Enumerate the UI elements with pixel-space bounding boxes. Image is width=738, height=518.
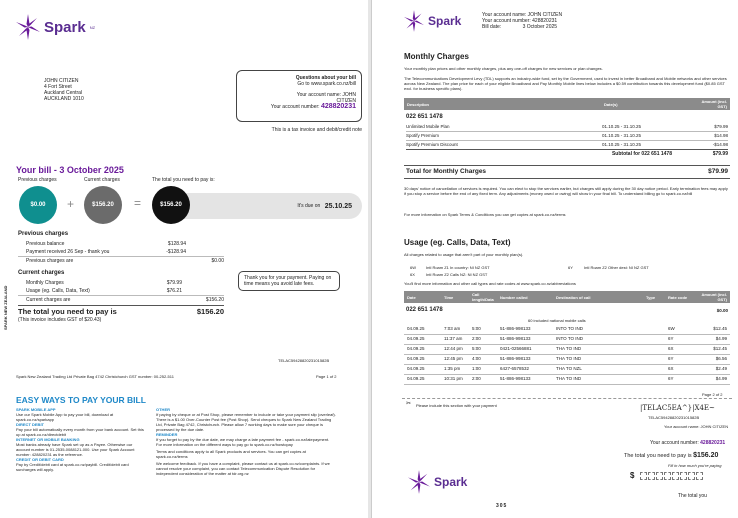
cell-description: Spotify Premium Discount: [406, 142, 458, 147]
current-heading: Current charges: [18, 270, 65, 276]
code: 6X: [410, 272, 415, 277]
rate-code: [410, 272, 487, 277]
monthly-row: [406, 124, 728, 129]
cell-time: 7:03 am: [444, 326, 461, 331]
row-value: $156.20: [205, 297, 224, 303]
ways-text: Use our Spark Mobile App to pay your bill, download at spark.co.nz/sparkapp: [16, 412, 114, 422]
divider: [404, 344, 730, 345]
cell-amount: $2.49: [715, 366, 727, 371]
slip-spark-logo: [408, 470, 467, 494]
ways-col-2: [156, 407, 336, 476]
address-line: JOHN CITIZEN: [44, 78, 79, 84]
bill-page-1: [0, 0, 368, 518]
previous-charges-circle: [19, 186, 57, 224]
cell-date: 04.09.25: [407, 366, 425, 371]
usage-number-row: [406, 307, 728, 314]
gst-note: (This invoice includes GST of $20.43): [18, 317, 102, 323]
col-header: Amount (incl. GST): [701, 292, 727, 302]
current-charges-circle: [84, 186, 122, 224]
code-desc: Intl Roam Z2 Calls NZ: NI NZ GST: [426, 272, 488, 277]
digit-box[interactable]: [640, 472, 647, 480]
equals-sign: =: [134, 196, 142, 210]
ways-to-pay-title: EASY WAYS TO PAY YOUR BILL: [16, 395, 146, 405]
cell-destination: THA TO IND: [556, 346, 582, 351]
row-value: $76.21: [166, 288, 182, 294]
usage-row: [404, 326, 730, 331]
current-charges-value: $156.20: [92, 202, 114, 208]
col-header: Amount (incl. GST): [701, 99, 727, 109]
usage-intro: All charges related to usage that aren't part of your monthly plan(s).: [404, 252, 524, 257]
account-number-label: Your account number:: [482, 18, 531, 24]
monthly-total-value: $79.99: [708, 168, 728, 175]
brand-name: Spark: [44, 18, 86, 36]
cancellation-notice: 30 days' notice of cancellation of services is required. You can elect to stop the services earlier, but charges still apply during the 30 day notice period. Early termination fees may apply if you stop a service before the end of any fixed term. Any adjustments (money owed or owing) will show in your final bill. To understand billing go to spark.co.nz/bill: [404, 186, 728, 196]
slip-total-label: The total you need to pay is: [624, 453, 692, 459]
divider: [18, 305, 224, 306]
questions-box: [236, 70, 362, 122]
cell-date: 04.09.25: [407, 346, 425, 351]
divider: [404, 354, 730, 355]
footer-company: Spark New Zealand Trading Ltd Private Bag 4742 Christchurch GST number: 00-252-511: [16, 374, 174, 379]
digit-box[interactable]: [688, 472, 695, 480]
ways-heading: SPARK MOBILE APP: [16, 407, 56, 412]
rate-code: [568, 265, 649, 270]
cell-length: 5:00: [472, 326, 481, 331]
dollar-sign: $: [630, 471, 635, 480]
row-value: $79.99: [166, 280, 182, 286]
slip-account-name: Your account name: JOHN CITIZEN: [664, 424, 729, 429]
account-number-label: Your account number:: [270, 104, 320, 110]
cell-amount: $14.98: [714, 133, 728, 138]
number-total: $0.00: [716, 308, 728, 313]
col-header: Destination of call: [556, 294, 591, 300]
divider: [406, 131, 728, 132]
cell-description: Spotify Premium: [406, 133, 440, 138]
previous-total-row: [26, 258, 224, 264]
cell-amount: -$14.98: [712, 142, 728, 147]
slip-account-number: [650, 440, 725, 446]
bill-date: 3 October 2025: [522, 24, 558, 30]
usage-row: [404, 346, 730, 351]
cell-destination: THA TO NZL: [556, 366, 582, 371]
cell-time: 12:44 pm: [444, 346, 463, 351]
spark-star-icon: [408, 470, 430, 494]
spark-logo: [404, 10, 461, 32]
cell-date: 04.09.25: [407, 356, 425, 361]
cell-rate: 6Y: [668, 336, 674, 341]
row-label: Previous charges are: [26, 258, 74, 264]
ways-text: Terms and conditions apply to all Spark products and services. You can get copies at spark.co.nz/terms: [156, 449, 306, 459]
ways-text: We welcome feedback. If you have a complaint, please contact us at spark.co.nz/complaints. If we cannot resolve your complaint, you can contact Telecommunication Dispute Resolution for independent consideration of the matter at tdr.org.nz: [156, 461, 330, 476]
cell-dates: 01.10.25 - 31.10.25: [602, 124, 642, 129]
slip-total-value: $156.20: [693, 452, 719, 459]
ways-text: Pay your bill automatically every month from your bank account. Set this up at spark.co.nz/directdebit: [16, 427, 144, 437]
previous-heading: Previous charges: [18, 231, 69, 237]
digit-box[interactable]: [680, 472, 687, 480]
divider: [404, 178, 730, 179]
row-label: Previous balance: [26, 241, 65, 247]
cell-number: 51-886-998133: [500, 356, 531, 361]
usage-table-header: [404, 291, 730, 303]
cell-amount: $4.99: [715, 336, 727, 341]
abbrev-note: You'll find more information and other call types and rate codes at www.spark.co.nz/abbreviations: [404, 281, 576, 286]
ways-heading: DIRECT DEBIT: [16, 422, 44, 427]
tdl-note: The Telecommunications Development Levy (TDL) supports an industry-wide fund, set by the Government, used to invest in better Broadband and Mobile networks and other services across New Zealand. The plan price for each of your eligible Broadband and Pay Monthly Mobile lines below includes a $0.59 contribution towards this development fund ($0.85 GST excl. for business specific plans).: [404, 76, 727, 91]
cell-amount: $6.56: [715, 356, 727, 361]
address-line: 4 Fort Street: [44, 84, 72, 90]
row-label: Current charges are: [26, 297, 71, 303]
questions-link[interactable]: Go to www.spark.co.nz/bill: [297, 81, 356, 87]
monthly-intro: Your monthly plan prices and other monthly charges, plus any one-off charges for new services or plan changes.: [404, 66, 603, 71]
total-pay-label: The total you need to pay is: [18, 307, 117, 316]
divider: [18, 295, 224, 296]
cell-number: 51-886-998133: [500, 336, 531, 341]
bill-date-label: Bill date:: [482, 24, 502, 30]
digit-box[interactable]: [648, 472, 655, 480]
ways-heading: REMINDER: [156, 432, 178, 437]
cell-number: 6427-6578532: [500, 366, 530, 371]
account-number: 428820231: [320, 103, 356, 110]
account-number: 428820231: [700, 440, 726, 446]
ways-heading: OTHER: [156, 407, 170, 412]
cell-rate: 6Y: [668, 356, 674, 361]
total-pay-row: [18, 307, 224, 316]
code-desc: Intl Roam Z2 Other dest: NI NZ GST: [584, 265, 649, 270]
current-row: [26, 288, 182, 294]
header-account-info: [482, 12, 562, 30]
barcode-text: |TELAC5EA^}|X4E~: [640, 404, 715, 412]
cell-description: Unlimited Mobile Plan: [406, 124, 450, 129]
divider: [406, 140, 728, 141]
divider: [404, 374, 730, 375]
phone-number: 022 651 1478: [406, 307, 443, 313]
usage-row: [404, 366, 730, 371]
cell-time: 12:45 pm: [444, 356, 463, 361]
divider: [404, 165, 730, 166]
col-header: Time: [444, 294, 454, 300]
include-note: Please include this section with your payment: [416, 403, 497, 408]
col-header: Rate code: [668, 294, 688, 300]
account-name-cont: CITIZEN: [336, 98, 356, 104]
cell-destination: INTO TO IND: [556, 336, 584, 341]
current-total-row: [26, 297, 224, 303]
total-pay-value: $156.20: [196, 307, 224, 316]
account-name: Your account name: JOHN CITIZEN: [482, 12, 563, 18]
scissors-icon: ✂: [406, 401, 412, 407]
subtotal-label: Subtotal for 022 651 1478: [611, 151, 672, 157]
ways-col-1: [16, 407, 146, 472]
rate-code: [410, 265, 490, 270]
monthly-total-label: Total for Monthly Charges: [406, 168, 487, 175]
cell-date: 04.09.25: [407, 336, 425, 341]
slip-total-you: The total you: [678, 493, 707, 499]
row-value: -$128.94: [166, 249, 186, 255]
usage-title: Usage (eg. Calls, Data, Text): [404, 238, 511, 247]
divider: [404, 384, 730, 385]
cell-destination: THA TO IND: [556, 356, 582, 361]
code: 6W: [410, 265, 416, 270]
digit-box[interactable]: [672, 472, 679, 480]
row-value: $0.00: [211, 258, 224, 264]
bill-page-2: [371, 0, 738, 518]
brand-name: Spark: [434, 475, 468, 489]
included-calls: 60 included national mobile calls: [528, 318, 586, 323]
spark-star-icon: [404, 10, 424, 32]
divider: [404, 364, 730, 365]
due-text: It's due on: [297, 203, 321, 209]
account-name: Your account name: JOHN: [296, 92, 356, 98]
cell-dates: 01.10.25 - 31.10.25: [602, 142, 642, 147]
monthly-row: [406, 142, 728, 147]
usage-row: [404, 336, 730, 341]
cell-length: 2:00: [472, 376, 481, 381]
cell-dates: 01.10.25 - 31.10.25: [602, 133, 642, 138]
col-header: Call length/Data: [472, 292, 494, 302]
usage-row: [404, 376, 730, 381]
cell-destination: THA TO IND: [556, 376, 582, 381]
row-label: Usage (eg. Calls, Data, Text): [26, 288, 90, 294]
subtotal-value: $79.99: [712, 151, 728, 157]
brand-name: Spark: [428, 14, 462, 28]
cell-length: 2:00: [472, 336, 481, 341]
spark-star-icon: [16, 14, 40, 40]
fill-note: Fill in how much you're paying: [668, 463, 722, 468]
cell-time: 1:35 pm: [444, 366, 461, 371]
digit-box[interactable]: [664, 472, 671, 480]
cell-amount: $12.45: [713, 326, 727, 331]
previous-charges-label: Previous charges: [18, 177, 57, 183]
customer-address: [44, 78, 84, 102]
monthly-row: [406, 133, 728, 138]
plus-sign: +: [67, 197, 75, 211]
cell-length: 1:00: [472, 366, 481, 371]
cell-rate: 6X: [668, 366, 674, 371]
amount-entry[interactable]: [630, 471, 704, 480]
previous-row: [26, 241, 186, 247]
account-number: 428820231: [532, 18, 558, 24]
footer-page: Page 1 of 2: [316, 374, 337, 379]
monthly-charges-title: Monthly Charges: [404, 52, 469, 61]
cell-amount: $79.99: [714, 124, 728, 129]
ways-text: If you forget to pay by the due date, we may charge a late payment fee - spark.co.nz/latepayment. For more information on the different ways to pay go to spark.co.nz/howtopay: [156, 437, 330, 447]
cell-rate: 6X: [668, 346, 674, 351]
monthly-table-header: [404, 98, 730, 110]
cell-date: 04.09.25: [407, 376, 425, 381]
divider: [404, 334, 730, 335]
total-circle: [152, 186, 190, 224]
cell-length: 4:00: [472, 356, 481, 361]
cell-number: 51-886-998133: [500, 326, 531, 331]
account-number-label: Your account number:: [650, 440, 699, 446]
previous-row: [26, 249, 186, 255]
due-date-bar: [170, 193, 362, 219]
digit-box[interactable]: [696, 472, 703, 480]
ways-heading: INTERNET OR MOBILE BANKING: [16, 437, 80, 442]
ways-text: Most banks already have Spark set up as a Payee. Otherwise our account number is 01-2535-0088121-000. Use your Spark Account number: 428820231 as the reference.: [16, 442, 135, 457]
address-line: Auckland Central: [44, 90, 83, 96]
address-line: AUCKLAND 1010: [44, 96, 84, 102]
code: 6Y: [568, 265, 573, 270]
divider: [18, 256, 224, 257]
divider: [406, 149, 728, 150]
code-desc: Intl Roam Z1 In country: NI NZ GST: [426, 265, 490, 270]
cell-time: 11:37 am: [444, 336, 463, 341]
monthly-total-row: [406, 168, 728, 175]
slip-reference: TELAC5942882023101582B: [648, 415, 700, 420]
col-header: Date(s): [604, 101, 618, 107]
row-value: $128.94: [167, 241, 186, 247]
total-label: The total you need to pay is:: [152, 177, 215, 183]
digit-box[interactable]: [656, 472, 663, 480]
slip-total: [624, 452, 718, 459]
due-date: 25.10.25: [324, 202, 352, 210]
cell-time: 10:31 pm: [444, 376, 463, 381]
questions-title: Questions about your bill: [295, 75, 356, 81]
cell-destination: INTO TO IND: [556, 326, 584, 331]
col-header: Description: [407, 101, 430, 107]
col-header: Date: [407, 294, 416, 300]
cell-length: 5:00: [472, 346, 481, 351]
current-charges-label: Current charges: [84, 177, 120, 183]
thank-you-box: Thank you for your payment. Paying on time means you avoid late fees.: [238, 271, 340, 291]
page-number: Page 2 of 2: [702, 392, 723, 397]
terms-note: For more information on Spark Terms & Conditions you can get copies at spark.co.nz/terms: [404, 212, 566, 217]
cell-date: 04.09.25: [407, 326, 425, 331]
col-header: Type: [646, 294, 656, 300]
usage-row: [404, 356, 730, 361]
col-header: Number called: [500, 294, 528, 300]
cell-rate: 6Y: [668, 376, 674, 381]
bill-title: Your bill - 3 October 2025: [16, 165, 124, 175]
current-row: [26, 280, 182, 286]
previous-charges-value: $0.00: [30, 202, 46, 208]
monthly-subtotal-row: [406, 151, 728, 157]
ways-text: Pay by Credit/debit card at spark.co.nz/paybill. Credit/debit card surcharges will apply.: [16, 462, 129, 472]
cell-amount: $12.45: [713, 346, 727, 351]
cell-amount: $4.99: [715, 376, 727, 381]
spark-logo: [16, 14, 95, 40]
reference-code: TELAC5942882023101582B: [278, 358, 330, 363]
total-value: $156.20: [160, 202, 182, 208]
brand-tm: NZ: [89, 24, 96, 30]
cell-rate: 6W: [668, 326, 675, 331]
tear-line: [402, 398, 732, 399]
slip-bottom-code: 305: [496, 503, 508, 509]
phone-number: 022 651 1478: [406, 114, 443, 120]
ways-heading: CREDIT OR DEBIT CARD: [16, 457, 64, 462]
cell-number: 0421-02566881: [500, 346, 532, 351]
row-label: Monthly Charges: [26, 280, 64, 286]
cell-number: 51-886-998133: [500, 376, 531, 381]
tax-invoice-note: This is a tax invoice and debit/credit note: [271, 127, 362, 133]
side-vertical-text: SPARK NEW ZEALAND: [3, 285, 8, 330]
ways-text: If paying by cheque or at Post Shop, please remember to include or take your payment slip (overleaf). There is a $1.00 Over-Counter Post fee (Post Shop). Send cheques to Spark New Zealand Trading Ltd, Private Bag 4742, Christchurch. Please allow 7 working days to make sure your cheque is processed by the due date.: [156, 412, 336, 432]
row-label: Payment received 26 Sep - thank you: [26, 249, 110, 255]
